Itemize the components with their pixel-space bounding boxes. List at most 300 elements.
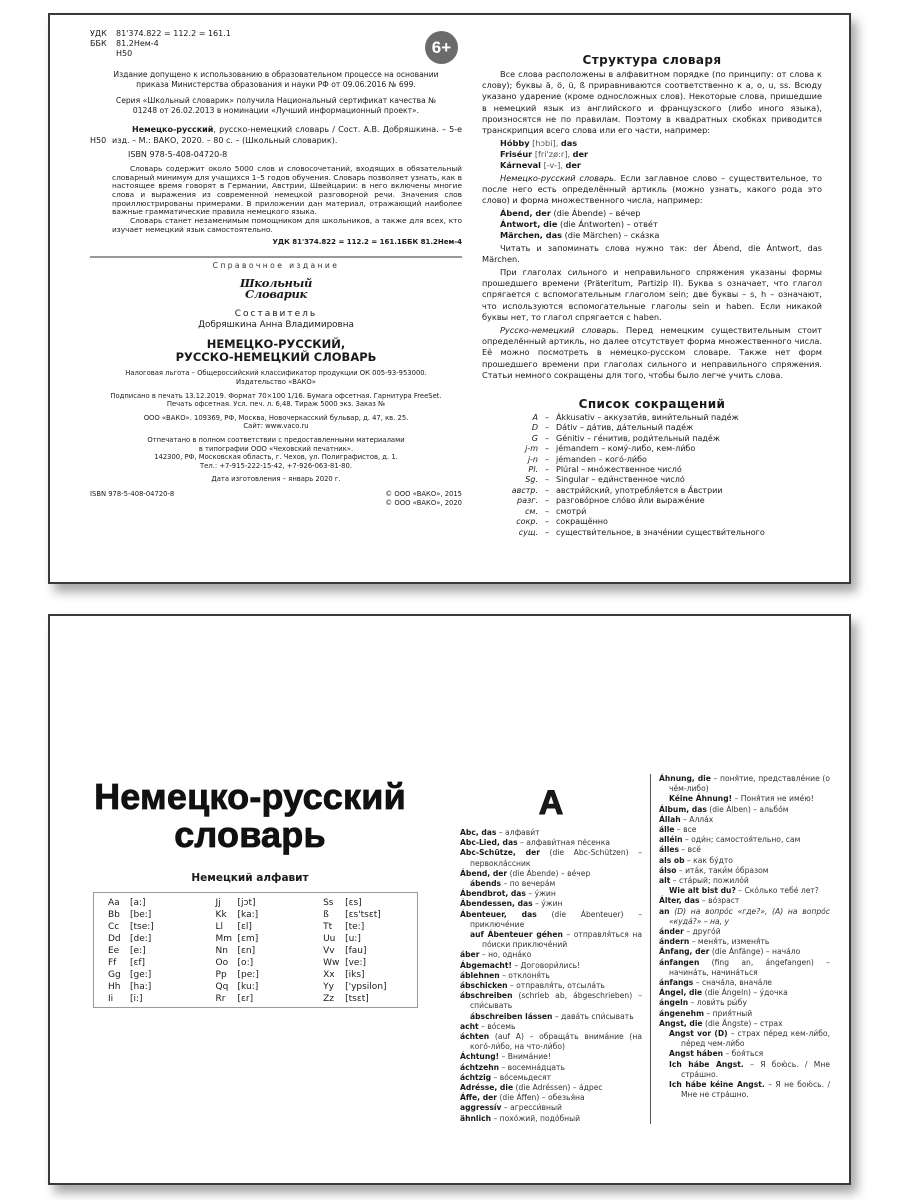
headword: ábschreiben — [460, 991, 513, 1001]
example-entry — [500, 208, 822, 219]
translation: (die Álben) – альбо́м — [706, 804, 789, 814]
headword: Angst, die — [659, 1018, 703, 1028]
letter: Cc — [108, 922, 120, 932]
translation: (schrieb ab, ábgeschrieben) – спи́сывать — [470, 991, 642, 1011]
page-spread-imprint — [48, 13, 851, 584]
dictionary-entry — [460, 1114, 642, 1124]
headword: Kéine Áhnung! — [669, 794, 733, 804]
tax-info: Налоговая льгота – Общероссийский классификатор продукции ОК 005-93-953000. — [125, 369, 427, 378]
pronunciation: [tse:] — [130, 922, 154, 932]
annotation-paragraph: Словарь содержит около 5000 слов и словосочетаний, входящих в обязательный словарный минимум для учащихся 1–5 годов обучения. Словарь позволяет узнать, как в настоящее время говорят в Германии, Австрии, Швейцарии: в него включены многие слова и выражения из современной немецкой разговорной речи. Значения слов проиллюстрированы примерами. В приложении дан материал, отражающий наиболее важные грамматические правила немецкого языка. — [112, 163, 462, 217]
compiler-name: Добряшкина Анна Владимировна — [198, 319, 354, 330]
translation: – друго́й — [683, 927, 721, 937]
transcription: [-v-], — [540, 159, 566, 170]
translation: – Внима́ние! — [499, 1052, 551, 1062]
definition: (die Ábende) – ве́чер — [550, 208, 641, 219]
compiler-label: Составитель — [234, 309, 318, 320]
pronunciation: [te:] — [345, 922, 365, 932]
translation: – страх пе́ред кем-ли́бо, пе́ред чем-ли́бо — [681, 1029, 830, 1049]
headword: Hóbby — [500, 138, 530, 149]
headword: áchten — [460, 1032, 490, 1042]
translation: (die Ábenteuer) – приключе́ние — [470, 909, 642, 929]
translation: – лови́ть ры́бу — [688, 998, 747, 1008]
abbreviation-row — [482, 486, 822, 496]
headword: Álbum, das — [659, 804, 707, 814]
abbreviation-row — [482, 517, 822, 527]
headword: ábschreiben lássen — [470, 1011, 553, 1021]
dictionary-entry — [659, 856, 830, 866]
translation: – Я бою́сь. / Мне стра́шно. — [681, 1059, 830, 1079]
divider — [90, 256, 462, 258]
headword: ángeln — [659, 998, 689, 1008]
noun-examples — [482, 208, 822, 240]
letter: Zz — [323, 994, 334, 1004]
alphabet-heading: Немецкий алфавит — [191, 872, 309, 884]
bbk-value: 81.2Нем-4 — [116, 39, 159, 48]
printer-info: Отпечатано в полном соответствии с предоставленными материалами — [147, 435, 405, 444]
structure-paragraph: Читать и запоминать слова нужно так: der Ábend, die Ántwort, das Märchen. — [482, 242, 822, 264]
pronunciation: [pe:] — [237, 970, 259, 980]
dictionary-entry — [659, 1019, 830, 1029]
alphabet-row — [216, 921, 310, 933]
classification-codes-footer — [90, 238, 462, 247]
headword: an — [659, 906, 670, 916]
dictionary-entry — [659, 907, 830, 927]
dictionary-entry — [460, 1012, 642, 1022]
dictionary-entry — [659, 1029, 830, 1049]
letter: Nn — [215, 946, 228, 956]
series-logo — [90, 278, 462, 300]
dash: – — [545, 454, 549, 464]
dictionary-entry — [659, 825, 830, 835]
letter: Ee — [108, 946, 120, 956]
alphabet-row — [323, 909, 417, 921]
abbreviation: D — [531, 423, 538, 433]
letter: Kk — [215, 910, 227, 920]
headword: áchtzig — [460, 1072, 492, 1082]
alphabet-row — [323, 969, 417, 981]
alphabet-row — [108, 981, 202, 993]
dictionary-entry — [659, 794, 830, 804]
translation: (die Ángeln) – у́дочка — [702, 988, 788, 998]
letter: Vv — [323, 946, 335, 956]
example-entry — [500, 138, 822, 149]
publisher-address: ООО «ВАКО». 109369, РФ, Москва, Новочеркасский бульвар, д. 47, кв. 25. — [143, 413, 409, 422]
translation: – во́семь — [478, 1021, 516, 1031]
dictionary-entry — [460, 1063, 642, 1073]
dictionary-entry — [659, 988, 830, 998]
translation: – снача́ла, внача́ле — [693, 978, 772, 988]
translation: (die Ängste) – страх — [702, 1018, 783, 1028]
alphabet-row — [216, 897, 310, 909]
logo-line: Словарик — [244, 287, 308, 302]
dictionary-entry — [659, 947, 830, 957]
pronunciation: [iks] — [345, 970, 365, 980]
headword: ähnlich — [460, 1113, 492, 1123]
translation: – у́жин — [525, 889, 556, 899]
headword: Ánfang, der — [659, 947, 710, 957]
translation: – по вечера́м — [501, 879, 556, 889]
headword: ándern — [659, 937, 690, 947]
annotation — [90, 165, 462, 235]
bbk-code: ББК 81.2Нем-4 — [401, 237, 462, 246]
abbreviation-row — [482, 434, 822, 444]
headword: ánfangs — [659, 978, 694, 988]
reference-edition-label: Справочное издание — [212, 260, 340, 270]
bbk-label: ББК — [90, 39, 107, 48]
certificate-text: Серия «Школьный словарик» получила Национальный сертификат качества № 01248 от 26.02.2013 в номинации «Лучший информационный проект». — [115, 96, 437, 115]
abbreviation-row — [482, 507, 822, 517]
dictionary-column-right — [650, 774, 830, 1124]
alphabet-row — [323, 981, 417, 993]
letter: Gg — [108, 970, 121, 980]
abbreviation-meaning: Plúral – мно́жественное число́ — [556, 465, 682, 475]
abbreviation-row — [482, 413, 822, 423]
dictionary-entry — [659, 886, 830, 896]
transcription: [fri'zø:r], — [532, 149, 573, 160]
translation: – во́семьдесят — [491, 1072, 552, 1082]
printer-info: в типографии ООО «Чеховский печатник». — [198, 444, 354, 453]
dictionary-structure-page — [482, 53, 822, 538]
translation: – все — [674, 825, 697, 835]
abbreviation-row — [482, 475, 822, 485]
translation: (die Áffen) – обезья́на — [497, 1093, 585, 1103]
imprint-footer — [90, 490, 462, 507]
alphabet-row — [216, 957, 310, 969]
pronunciation: [a:] — [130, 898, 146, 908]
translation: – алфави́т — [496, 828, 540, 837]
abbreviation-meaning: jémandem – кому́-либо, кем-ли́бо — [556, 444, 696, 454]
transcription-examples — [482, 138, 822, 170]
abbreviation: G — [531, 433, 538, 443]
dictionary-entry — [659, 927, 830, 937]
headword: Ántwort, die — [500, 219, 558, 230]
translation: – оди́н; самостоя́тельно, сам — [682, 835, 801, 845]
dash: – — [545, 517, 549, 527]
letter: Pp — [215, 970, 227, 980]
dictionary-entry — [659, 845, 830, 855]
alphabet-row — [323, 945, 417, 957]
dictionary-entry — [460, 910, 642, 930]
book-title-line: НЕМЕЦКО-РУССКИЙ, — [206, 337, 346, 352]
italic-lead: Немецко-русский словарь. — [500, 172, 617, 183]
dictionary-entry — [460, 1083, 642, 1093]
title-line: словарь — [174, 814, 326, 855]
headword: acht — [460, 1021, 479, 1031]
translation: – Алла́х — [680, 814, 714, 824]
headword: Angst háben — [669, 1049, 724, 1059]
abbreviation-meaning: Singular – еди́нственное число́ — [556, 475, 685, 485]
dictionary-title — [90, 778, 410, 854]
letter: Tt — [323, 922, 333, 932]
translation: – боя́ться — [723, 1049, 764, 1059]
abbreviation: A — [532, 413, 538, 423]
abbreviation-meaning: существи́тельное, в значе́нии существи́тельного — [556, 527, 765, 537]
headword: alléin — [659, 835, 683, 845]
dictionary-entry — [659, 978, 830, 988]
udk-code: УДК 81'374.822 = 112.2 = 161.1 — [272, 237, 402, 246]
copyright: © ООО «ВАКО», 2015 — [385, 489, 462, 498]
translation: – всё — [679, 845, 701, 855]
translation: – отправля́ться на по́иски приключе́ний — [482, 930, 642, 950]
alphabet-row — [108, 933, 202, 945]
dictionary-entry — [659, 1060, 830, 1080]
pronunciation: [be:] — [130, 910, 152, 920]
headword: áblehnen — [460, 970, 500, 980]
age-rating-badge: 6+ — [425, 31, 458, 64]
headword: Ábendessen, das — [460, 899, 533, 909]
dictionary-entry — [460, 950, 642, 960]
example-entry — [500, 149, 822, 160]
headword: Ich hábe kéine Angst. — [669, 1080, 765, 1090]
letter: Ww — [323, 958, 340, 968]
dictionary-entry — [460, 930, 642, 950]
headword: alt — [659, 876, 671, 886]
dictionary-entry — [460, 981, 642, 991]
pronunciation: [ɛn] — [237, 946, 256, 956]
annotation-paragraph: Словарь станет незаменимым помощником для школьников, а также для всех, кто изучает немецкий язык самостоятельно. — [112, 216, 462, 234]
dictionary-entry — [460, 1073, 642, 1083]
pronunciation: [ku:] — [237, 982, 259, 992]
dictionary-entry — [460, 838, 642, 848]
imprint-page — [90, 29, 462, 507]
article: das — [560, 138, 578, 149]
transcription: [hɔbi], — [529, 138, 561, 149]
dictionary-entry — [460, 848, 642, 868]
abbreviation-row — [482, 444, 822, 454]
biblio-index: Н50 — [90, 135, 107, 145]
section-heading: Структура словаря — [582, 53, 722, 67]
translation: – Договори́лись! — [511, 960, 581, 970]
structure-paragraph: При глаголах сильного и неправильного спряжения указаны формы прошедшего времени (Präteritum, Partizip II). Буква s означает, что глагол спрягается с вспомогательным глаголом sein; две буквы – s, h – означают, что используются вспомогательные глаголы sein и haben. Если никакой буквы нет, то глагол спрягается с haben. — [482, 267, 822, 322]
alphabet-table — [93, 892, 418, 1008]
abbreviation: j-m — [525, 444, 538, 454]
headword: Ábgemacht! — [460, 960, 512, 970]
translation: – прия́тный — [704, 1008, 753, 1018]
headword: Áhnung, die — [659, 774, 711, 783]
structure-paragraph: Все слова расположены в алфавитном порядке (по принципу: от слова к слову); буквы ä, ö, ü, ß приравниваются соответственно к a, o, u, ss. Всюду указано ударение (кроме односложных слов). Некоторые слова, пришедшие в немецкий язык из английского и французского (либо иного языка), произносятся не по правилам. Поэтому в квадратных скобках приводится транскрипция всего слова или его части, например: — [482, 69, 822, 136]
dash: – — [545, 423, 549, 433]
headword: áchtzehn — [460, 1062, 500, 1072]
author-index: Н50 — [116, 49, 133, 58]
definition: (die Märchen) – ска́зка — [562, 229, 660, 240]
classification-codes — [90, 29, 462, 63]
letter: ß — [323, 910, 329, 920]
pronunciation: [ɛr] — [237, 994, 254, 1004]
translation: – Поня́тия не име́ю! — [732, 794, 814, 804]
copyright: © ООО «ВАКО», 2020 — [385, 498, 462, 507]
alphabet-row — [108, 945, 202, 957]
pronunciation: [e:] — [130, 946, 146, 956]
letter: Dd — [108, 934, 121, 944]
letter: Ll — [215, 922, 224, 932]
pronunciation: [ɛm] — [237, 934, 259, 944]
headword: Állah — [659, 814, 681, 824]
headword: Abc, das — [460, 828, 497, 837]
dictionary-entry — [659, 815, 830, 825]
abbreviation-meaning: австри́йский, употребля́ется в А́встрии — [556, 485, 723, 495]
translation: – у́жин — [532, 899, 563, 909]
headword: Abc-Schütze, der — [460, 848, 540, 858]
translation: (die Ábende) – ве́чер — [507, 868, 591, 878]
translation: – Я не бою́сь. / Мне не стра́шно. — [681, 1080, 830, 1100]
udk-label: УДК — [90, 29, 107, 38]
dictionary-entry — [659, 866, 830, 876]
translation: (fing an, ángefangen) – начина́ть, начина́ться — [669, 957, 830, 977]
dash: – — [545, 433, 549, 443]
headword: álle — [659, 825, 675, 835]
title-line: Немецко-русский — [94, 776, 406, 817]
page-spread-dictionary — [48, 614, 851, 1185]
translation: (D) на вопро́с «где?», (A) на вопро́с «куда́?» – на, у — [669, 906, 830, 926]
example-entry — [500, 160, 822, 171]
abbreviation: сущ. — [518, 527, 538, 537]
dictionary-entry — [659, 1049, 830, 1059]
isbn-footer: ISBN 978-5-408-04720-8 — [90, 489, 175, 498]
publisher-website: Сайт: www.vaco.ru — [243, 422, 309, 431]
abbreviation-meaning: разгово́рное сло́во и́ли выраже́ние — [556, 496, 705, 506]
alphabet-row — [216, 945, 310, 957]
dictionary-entry — [460, 828, 642, 838]
headword: Friséur — [500, 149, 533, 160]
structure-paragraph — [482, 173, 822, 207]
headword: Kárneval — [500, 159, 541, 170]
translation: – Ско́лько тебе́ лет? — [735, 886, 819, 896]
dash: – — [545, 465, 549, 475]
alphabet-row — [108, 897, 202, 909]
dictionary-entry — [460, 899, 642, 909]
abbreviation: Sg. — [525, 475, 538, 485]
publication-details — [90, 369, 462, 484]
headword: Ábend, der — [460, 868, 508, 878]
alphabet-row — [216, 933, 310, 945]
dictionary-entries — [460, 774, 830, 1124]
translation: (die Abc-Schützen) – первокла́ссник — [470, 848, 642, 868]
abbreviation-meaning: смотри́ — [556, 506, 587, 516]
letter: Bb — [108, 910, 120, 920]
abbreviation-meaning: jémanden – кого́-ли́бо — [556, 454, 647, 464]
alphabet-row — [108, 993, 202, 1005]
alphabet-column — [94, 897, 202, 1007]
letter: Qq — [215, 982, 229, 992]
abbreviation: австр. — [511, 485, 538, 495]
headword: áber — [460, 950, 480, 960]
headword: Abc-Lied, das — [460, 838, 518, 848]
alphabet-row — [323, 897, 417, 909]
dictionary-entry — [659, 876, 830, 886]
translation: – но, одна́ко — [479, 950, 532, 960]
translation: – похо́жий, подо́бный — [491, 1113, 581, 1123]
headword: Áffe, der — [460, 1093, 498, 1103]
section-heading: Список сокращений — [578, 397, 726, 412]
alphabet-row — [216, 981, 310, 993]
dictionary-entry — [659, 1009, 830, 1019]
dictionary-entry — [460, 1103, 642, 1113]
pronunciation: [de:] — [130, 934, 152, 944]
dictionary-entry — [460, 869, 642, 879]
translation: – восемна́дцать — [499, 1062, 565, 1072]
approval-text: Издание допущено к использованию в образовательном процессе на основании приказа Министерства образования и науки РФ от 09.06.2016 № 699. — [113, 70, 439, 89]
dictionary-entry — [460, 1093, 642, 1103]
headword: aggressív — [460, 1103, 502, 1113]
headword: ábschicken — [460, 981, 508, 991]
letter: Jj — [215, 898, 221, 908]
print-info: Печать офсетная. Усл. печ. л. 6,48. Тираж 5000 экз. Заказ № — [166, 400, 386, 409]
letter: Ss — [323, 898, 334, 908]
dash: – — [545, 496, 549, 506]
alphabet-row — [323, 933, 417, 945]
abbreviation-meaning: Génitiv – ге́нитив, роди́тельный паде́ж — [556, 433, 721, 443]
dictionary-entry — [460, 1032, 642, 1052]
alphabet-row — [216, 993, 310, 1005]
headword: Áchtung! — [460, 1052, 500, 1062]
abbreviation-meaning: сокращённо — [556, 517, 608, 527]
pronunciation: [jɔt] — [237, 898, 256, 908]
pronunciation: [ɛl] — [237, 922, 252, 932]
abbreviation: сокр. — [516, 517, 538, 527]
paragraph-text: Если заглавное слово – существительное, то после него есть определённый артикль (можно узнать, какого рода это слово) и форма множественного числа, например: — [482, 172, 822, 206]
dictionary-entry — [659, 998, 830, 1008]
abbreviations-list — [482, 413, 822, 538]
headword: ábends — [470, 879, 502, 889]
letter: Oo — [215, 958, 229, 968]
example-entry — [500, 219, 822, 230]
letter: Aa — [108, 898, 120, 908]
dictionary-entry — [659, 774, 830, 794]
pronunciation: [ve:] — [345, 958, 367, 968]
letter: Ii — [108, 994, 114, 1004]
headword: Adrésse, die — [460, 1083, 514, 1093]
isbn: ISBN 978-5-408-04720-8 — [128, 150, 228, 160]
paragraph-text: Перед немецким существительным стоит определённый артикль, но далее отсутствует форма множественного числа. Её можно посмотреть в немецко-русском словаре. Также нет форм прошедшего времени при глаголах сильного и неправильного спряжения. Статьи немного сокращены для того, чтобы было легче учить слова. — [482, 325, 822, 380]
dictionary-entry — [659, 1080, 830, 1100]
dictionary-entry — [460, 971, 642, 981]
letter: Mm — [215, 934, 233, 944]
book-title — [90, 338, 462, 364]
letter: Xx — [323, 970, 335, 980]
headword: Ábenteuer, das — [460, 909, 537, 919]
dictionary-entry — [659, 896, 830, 906]
pronunciation: [ha:] — [130, 982, 152, 992]
headword: ángenehm — [659, 1008, 704, 1018]
headword: Angst vor (D) — [669, 1029, 728, 1039]
translation: – как бу́дто — [684, 855, 733, 865]
dictionary-column-left — [460, 784, 650, 1124]
translation: – отклоня́ть — [499, 970, 550, 980]
dash: – — [545, 475, 549, 485]
abbreviation-row — [482, 455, 822, 465]
abbreviation-row — [482, 528, 822, 538]
headword: álles — [659, 845, 680, 855]
dictionary-entry — [460, 889, 642, 899]
headword: als ob — [659, 855, 685, 865]
translation: (auf A) – обраща́ть внима́ние (на кого́-ли́бо, на что-ли́бо) — [470, 1032, 642, 1052]
article: der — [572, 149, 589, 160]
letter-heading: A — [538, 784, 564, 822]
alphabet-row — [108, 957, 202, 969]
dictionary-entry — [659, 937, 830, 947]
letter: Uu — [323, 934, 336, 944]
pronunciation: [o:] — [237, 958, 254, 968]
translation: – меня́ть, изменя́ть — [689, 937, 770, 947]
letter: Yy — [323, 982, 334, 992]
dictionary-entry — [460, 961, 642, 971]
pronunciation: [ka:] — [237, 910, 259, 920]
dictionary-entry — [659, 958, 830, 978]
abbreviation-meaning: Dátiv – да́тив, да́тельный паде́ж — [556, 423, 694, 433]
book-title-line: РУССКО-НЕМЕЦКИЙ СЛОВАРЬ — [175, 350, 377, 365]
bibliographic-record — [90, 125, 462, 146]
